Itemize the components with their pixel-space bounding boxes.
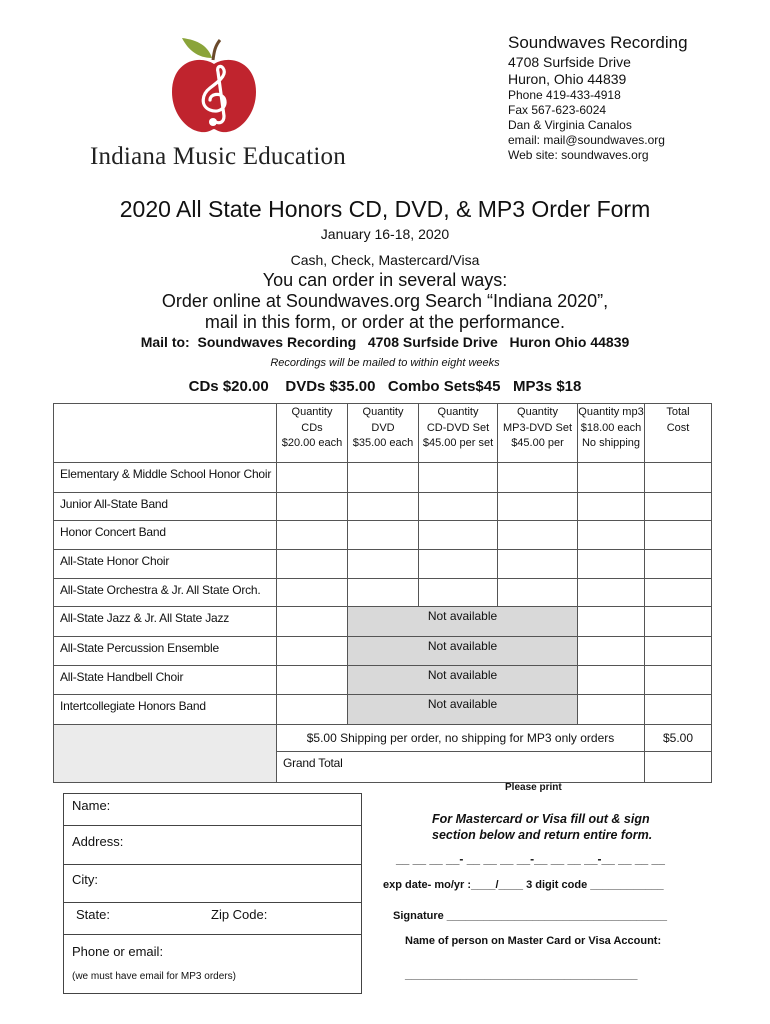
table-row xyxy=(54,550,712,579)
exp-date-field[interactable]: exp date- mo/yr :____/____ 3 digit code ____________ xyxy=(383,879,664,891)
company-phone: Phone 419-433-4918 xyxy=(508,88,621,102)
shipping-note: $5.00 Shipping per order, no shipping for MP3 only orders xyxy=(277,725,645,752)
qty-dvd-input[interactable] xyxy=(348,579,419,607)
row-label: Honor Concert Band xyxy=(54,521,277,550)
qty-cd-dvd-input[interactable] xyxy=(419,463,498,493)
form-title: 2020 All State Honors CD, DVD, & MP3 Order Form xyxy=(119,196,651,222)
company-website: Web site: soundwaves.org xyxy=(508,148,649,162)
qty-dvd-input[interactable] xyxy=(348,493,419,521)
row-label: All-State Honor Choir xyxy=(54,550,277,579)
table-row xyxy=(54,607,712,637)
city-field[interactable]: City: xyxy=(72,872,98,887)
qty-mp3-dvd-input[interactable] xyxy=(498,550,578,579)
mp3-email-note: (we must have email for MP3 orders) xyxy=(72,971,236,982)
table-row xyxy=(54,666,712,695)
total-cost-input[interactable] xyxy=(645,579,712,607)
total-cost-input[interactable] xyxy=(645,463,712,493)
row-label: Junior All-State Band xyxy=(54,493,277,521)
name-field[interactable]: Name: xyxy=(72,798,111,813)
qty-cds-input[interactable] xyxy=(277,463,348,493)
price-list: CDs $20.00 DVDs $35.00 Combo Sets$45 MP3s $18 xyxy=(188,378,582,395)
not-available-cell: Not available xyxy=(348,607,578,637)
table-header-row xyxy=(54,404,712,463)
table-row xyxy=(54,579,712,607)
company-contact: Dan & Virginia Canalos xyxy=(508,118,632,132)
ways-line-2: Order online at Soundwaves.org Search “Indiana 2020”, xyxy=(161,291,609,311)
qty-mp3-input[interactable] xyxy=(578,521,645,550)
grand-total-input[interactable] xyxy=(645,752,712,783)
total-cost-input[interactable] xyxy=(645,550,712,579)
grand-total-label: Grand Total xyxy=(277,752,645,783)
qty-dvd-input[interactable] xyxy=(348,550,419,579)
qty-mp3-input[interactable] xyxy=(578,695,645,725)
logo-text: Indiana Music Education xyxy=(90,143,346,170)
customer-info-box xyxy=(63,793,362,994)
cardholder-name-label: Name of person on Master Card or Visa Account: xyxy=(405,935,662,947)
zip-code-field[interactable]: Zip Code: xyxy=(211,907,268,922)
phone-email-field[interactable]: Phone or email: xyxy=(72,944,164,959)
table-row xyxy=(54,463,712,493)
not-available-cell: Not available xyxy=(348,637,578,666)
payment-methods: Cash, Check, Mastercard/Visa xyxy=(290,252,480,268)
header-total-cost: Total Cost xyxy=(645,404,712,463)
qty-cd-dvd-input[interactable] xyxy=(419,579,498,607)
qty-cds-input[interactable] xyxy=(277,493,348,521)
qty-mp3-dvd-input[interactable] xyxy=(498,463,578,493)
qty-mp3-input[interactable] xyxy=(578,493,645,521)
qty-mp3-input[interactable] xyxy=(578,550,645,579)
event-date: January 16-18, 2020 xyxy=(320,226,450,242)
qty-cd-dvd-input[interactable] xyxy=(419,521,498,550)
signature-field[interactable]: Signature ____________________________________ xyxy=(393,910,668,922)
header-blank xyxy=(54,404,277,463)
company-address-1: 4708 Surfside Drive xyxy=(508,54,631,70)
qty-cds-input[interactable] xyxy=(277,550,348,579)
total-cost-input[interactable] xyxy=(645,493,712,521)
row-label: Elementary & Middle School Honor Choir xyxy=(54,463,277,493)
table-row xyxy=(54,637,712,666)
cardholder-name-field[interactable]: ______________________________________ xyxy=(405,969,638,981)
qty-mp3-input[interactable] xyxy=(578,579,645,607)
qty-mp3-input[interactable] xyxy=(578,666,645,695)
ways-line-3: mail in this form, or order at the performance. xyxy=(204,312,566,332)
qty-cd-dvd-input[interactable] xyxy=(419,550,498,579)
row-label: All-State Percussion Ensemble xyxy=(54,637,277,666)
apple-treble-clef-logo xyxy=(168,36,260,136)
qty-mp3-dvd-input[interactable] xyxy=(498,579,578,607)
row-label: Intertcollegiate Honors Band xyxy=(54,695,277,725)
state-field[interactable]: State: xyxy=(76,907,110,922)
mail-to: Mail to: Soundwaves Recording 4708 Surfside Drive Huron Ohio 44839 xyxy=(140,334,630,350)
qty-cds-input[interactable] xyxy=(277,579,348,607)
company-address-2: Huron, Ohio 44839 xyxy=(508,71,627,87)
qty-cds-input[interactable] xyxy=(277,521,348,550)
table-row xyxy=(54,493,712,521)
qty-dvd-input[interactable] xyxy=(348,463,419,493)
header-dvd: Quantity DVD $35.00 each xyxy=(348,404,419,463)
address-field[interactable]: Address: xyxy=(72,834,124,849)
company-info xyxy=(508,32,688,163)
not-available-cell: Not available xyxy=(348,695,578,725)
mailed-note: Recordings will be mailed to within eight weeks xyxy=(270,357,500,369)
row-label: All-State Handbell Choir xyxy=(54,666,277,695)
qty-cds-input[interactable] xyxy=(277,607,348,637)
qty-mp3-input[interactable] xyxy=(578,463,645,493)
company-email: email: mail@soundwaves.org xyxy=(508,133,665,147)
shipping-amount: $5.00 xyxy=(645,725,712,752)
qty-mp3-dvd-input[interactable] xyxy=(498,521,578,550)
qty-mp3-input[interactable] xyxy=(578,607,645,637)
qty-mp3-dvd-input[interactable] xyxy=(498,493,578,521)
total-cost-input[interactable] xyxy=(645,521,712,550)
total-cost-input[interactable] xyxy=(645,666,712,695)
order-table xyxy=(53,403,712,783)
company-name: Soundwaves Recording xyxy=(508,33,688,52)
qty-cd-dvd-input[interactable] xyxy=(419,493,498,521)
qty-mp3-input[interactable] xyxy=(578,637,645,666)
total-cost-input[interactable] xyxy=(645,607,712,637)
please-print: Please print xyxy=(505,782,562,793)
total-cost-input[interactable] xyxy=(645,637,712,666)
header-mp3-dvd-set: Quantity MP3-DVD Set $45.00 per xyxy=(498,404,578,463)
blank-cell xyxy=(54,725,277,783)
qty-cds-input[interactable] xyxy=(277,695,348,725)
qty-cds-input[interactable] xyxy=(277,666,348,695)
card-number-field[interactable]: __ __ __ __- __ __ __ __-__ __ __ __-__ __ __ __ xyxy=(396,852,665,866)
company-fax: Fax 567-623-6024 xyxy=(508,103,607,117)
total-cost-input[interactable] xyxy=(645,695,712,725)
not-available-cell: Not available xyxy=(348,666,578,695)
header-mp3: Quantity mp3 $18.00 each No shipping xyxy=(578,404,645,463)
table-row xyxy=(54,695,712,725)
shipping-row xyxy=(54,725,712,752)
qty-cds-input[interactable] xyxy=(277,637,348,666)
qty-dvd-input[interactable] xyxy=(348,521,419,550)
row-label: All-State Orchestra & Jr. All State Orch. xyxy=(54,579,277,607)
credit-card-note: For Mastercard or Visa fill out & sign section below and return entire form. xyxy=(432,812,653,842)
ways-line-1: You can order in several ways: xyxy=(262,270,508,290)
ordering-ways xyxy=(0,270,770,333)
header-cds: Quantity CDs $20.00 each xyxy=(277,404,348,463)
table-row xyxy=(54,521,712,550)
header-cd-dvd-set: Quantity CD-DVD Set $45.00 per set xyxy=(419,404,498,463)
row-label: All-State Jazz & Jr. All State Jazz xyxy=(54,607,277,637)
